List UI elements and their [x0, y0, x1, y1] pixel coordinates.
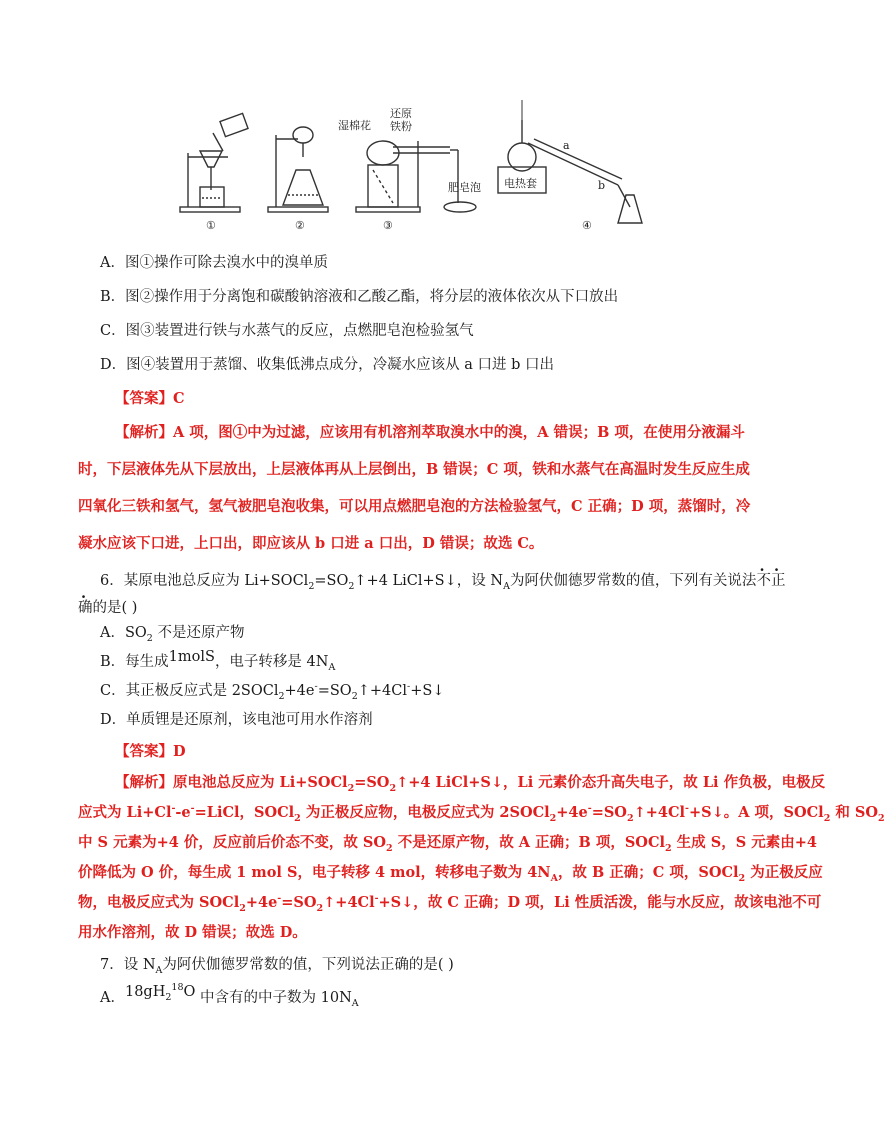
- q6-option-b: B．每生成1molS，电子转移是 $4N_A$: [100, 649, 336, 673]
- q6-stem-line-1: 6．某原电池总反应为 $Li+SOCl_2=SO_2↑+4$ LiCl+S↓，设 $N_A$为阿伏伽德罗常数的值，下列有关说法不正: [100, 573, 786, 592]
- fig-label-iron-bottom: 铁粉: [390, 120, 412, 133]
- q6-analysis-line-5: 物，电极反应式为 $SOCl_2+4e^-=SO_2↑+4Cl^-+S↓$，故 C 正确；D 项，Li 性质活泼，能与水反应，故该电池不可: [78, 893, 822, 914]
- fig-label-b: b: [598, 179, 606, 192]
- q5-option-c: C．图③装置进行铁与水蒸气的反应，点燃肥皂泡检验氢气: [100, 323, 474, 339]
- apparatus-drawing: [178, 95, 658, 235]
- q6-option-a: A．$SO_2$ 不是还原产物: [100, 625, 245, 644]
- fig-label-2: ②: [295, 219, 305, 232]
- apparatus-figure: [178, 95, 658, 235]
- q7-option-a: A．$18gH_2^{18}O$ 中含有的中子数为 $10N_A$: [100, 982, 359, 1009]
- fig-label-iron-top: 还原: [390, 107, 412, 120]
- q5-analysis-line-3: 四氧化三铁和氢气，氢气被肥皂泡收集，可以用点燃肥皂泡的方法检验氢气，C 正确；D 项，蒸馏时，冷: [78, 498, 751, 515]
- q5-analysis-line-2: 时，下层液体先从下层放出，上层液体再从上层倒出，B 错误；C 项，铁和水蒸气在高温时发生反应生成: [78, 461, 750, 478]
- q6-analysis-line-1: 【解析】原电池总反应为 $Li+SOCl_2=SO_2↑+4$ LiCl+S↓，Li 元素价态升高失电子，故 Li 作负极，电极反: [115, 774, 826, 794]
- fig-label-heater: 电热套: [504, 177, 537, 190]
- q6-analysis-line-6: 用水作溶剂，故 D 错误；故选 D。: [78, 924, 307, 941]
- fig-label-a: a: [563, 139, 570, 152]
- q6-analysis-line-2: 应式为 Li+Cl--e-=LiCl，SOCl$_2$ 为正极反应物，电极反应式为 $2SOCl_2+4e^-=SO_2↑+4Cl^-+S↓$。A 项，SOCl$_2$ 和 $SO_2$: [78, 803, 885, 824]
- fig-label-cotton: 湿棉花: [338, 119, 371, 132]
- q5-option-a: A．图①操作可除去溴水中的溴单质: [100, 255, 328, 271]
- q5-option-d: D．图④装置用于蒸馏、收集低沸点成分，冷凝水应该从 a 口进 b 口出: [100, 357, 554, 373]
- q6-option-d: D．单质锂是还原剂，该电池可用水作溶剂: [100, 712, 373, 728]
- q5-analysis-line-4: 凝水应该下口进，上口出，即应该从 b 口进 a 口出，D 错误；故选 C。: [78, 535, 544, 552]
- fig-label-1: ①: [206, 219, 216, 232]
- q5-analysis-line-1: 【解析】A 项，图①中为过滤，应该用有机溶剂萃取溴水中的溴，A 错误；B 项，在使用分液漏斗: [115, 424, 745, 441]
- q6-answer: 【答案】D: [115, 743, 186, 760]
- q5-answer: 【答案】C: [115, 390, 185, 407]
- fig-label-4: ④: [582, 219, 592, 232]
- q6-analysis-line-3: 中 S 元素为+4 价，反应前后价态不变，故 $SO_2$ 不是还原产物，故 A 正确；B 项，SOCl$_2$ 生成 S，S 元素由+4: [78, 834, 817, 854]
- q6-analysis-line-4: 价降低为 O 价，每生成 1 mol S，电子转移 4 mol，转移电子数为 $4N_A$，故 B 正确；C 项，SOCl$_2$ 为正极反应: [78, 864, 823, 884]
- fig-label-soap: 肥皂泡: [448, 181, 481, 194]
- q6-stem-line-2: 确的是( ): [78, 600, 138, 616]
- q6-option-c: C．其正极反应式是 $2SOCl_2+4e^-=SO_2↑+4Cl^-+S↓$: [100, 681, 445, 702]
- q7-stem: 7．设 $N_A$为阿伏伽德罗常数的值，下列说法正确的是( ): [100, 957, 454, 976]
- q5-option-b: B．图②操作用于分离饱和碳酸钠溶液和乙酸乙酯，将分层的液体依次从下口放出: [100, 289, 619, 305]
- fig-label-3: ③: [383, 219, 393, 232]
- q7-formula: $18gH_2^{18}O$: [124, 982, 196, 1003]
